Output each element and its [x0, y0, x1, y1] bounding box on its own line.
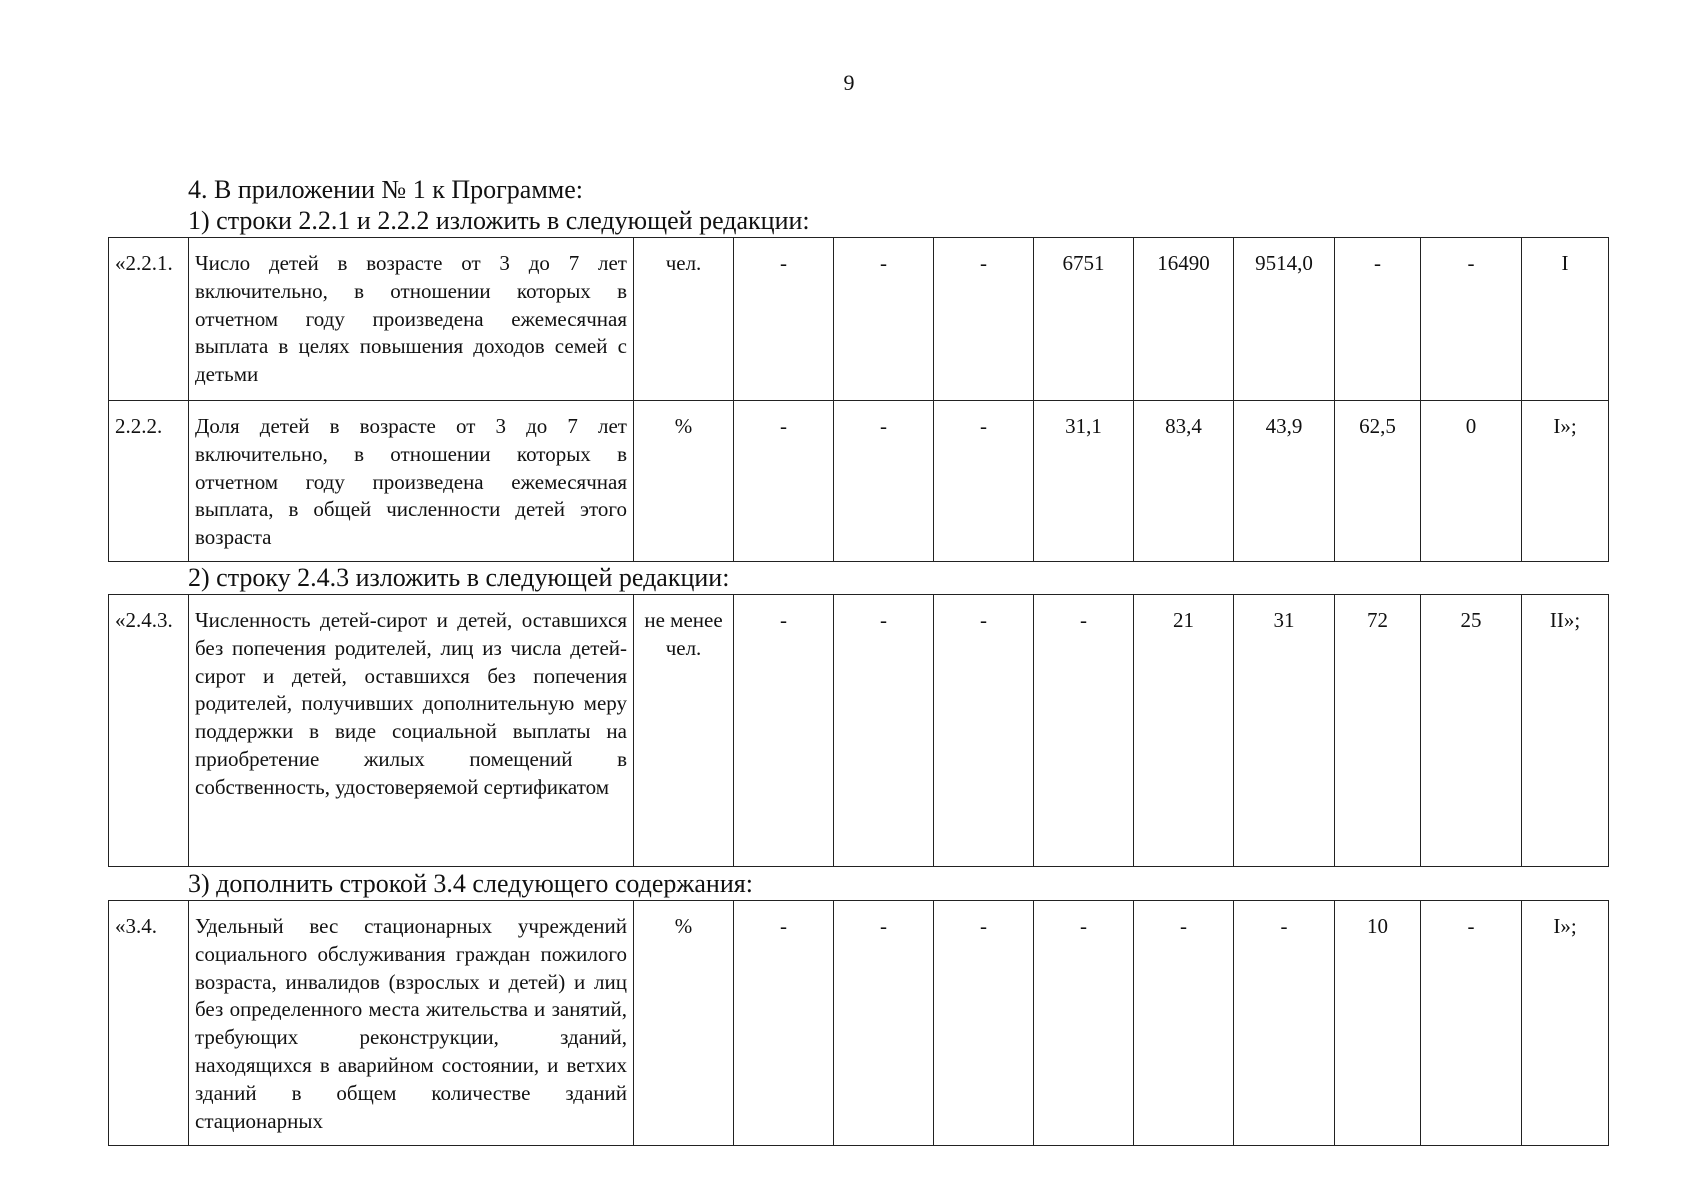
- value-cell: -: [834, 401, 934, 562]
- value-cell: -: [1335, 238, 1421, 401]
- table-row: [109, 401, 1609, 562]
- value-cell: -: [834, 901, 934, 1146]
- unit-cell: не менее чел.: [634, 595, 734, 867]
- indicators-table-2: [108, 594, 1609, 867]
- row-number: «2.4.3.: [109, 595, 189, 867]
- table-row: [109, 595, 1609, 867]
- table-row: [109, 238, 1609, 401]
- value-cell: 43,9: [1234, 401, 1335, 562]
- value-cell: -: [734, 401, 834, 562]
- category-cell: I»;: [1522, 901, 1609, 1146]
- value-cell: -: [1421, 238, 1522, 401]
- value-cell: 9514,0: [1234, 238, 1335, 401]
- category-cell: I»;: [1522, 401, 1609, 562]
- value-cell: 72: [1335, 595, 1421, 867]
- indicators-table-1: [108, 237, 1609, 562]
- value-cell: -: [1034, 595, 1134, 867]
- indicator-description: Удельный вес стационарных учреждений социального обслуживания граждан пожилого возраста, инвалидов (взрослых и детей) и лиц без определенного места жительства и занятий, требующих реконструкции, зданий, находящихся в аварийном состоянии, и ветхих зданий в общем количестве зданий стационарных: [189, 901, 634, 1146]
- value-cell: 6751: [1034, 238, 1134, 401]
- value-cell: -: [834, 595, 934, 867]
- category-cell: I: [1522, 238, 1609, 401]
- row-number: «2.2.1.: [109, 238, 189, 401]
- indicator-description: Доля детей в возрасте от 3 до 7 лет включительно, в отношении которых в отчетном году произведена ежемесячная выплата, в общей численности детей этого возраста: [189, 401, 634, 562]
- value-cell: 21: [1134, 595, 1234, 867]
- value-cell: -: [934, 238, 1034, 401]
- value-cell: -: [934, 901, 1034, 1146]
- value-cell: -: [934, 401, 1034, 562]
- indicator-description: Число детей в возрасте от 3 до 7 лет включительно, в отношении которых в отчетном году произведена ежемесячная выплата в целях повышения доходов семей с детьми: [189, 238, 634, 401]
- category-cell: II»;: [1522, 595, 1609, 867]
- value-cell: -: [734, 901, 834, 1146]
- value-cell: 83,4: [1134, 401, 1234, 562]
- unit-cell: %: [634, 401, 734, 562]
- subsection-heading-3: 3) дополнить строкой 3.4 следующего содержания:: [188, 869, 753, 898]
- row-number: 2.2.2.: [109, 401, 189, 562]
- table-row: [109, 901, 1609, 1146]
- value-cell: 25: [1421, 595, 1522, 867]
- value-cell: 0: [1421, 401, 1522, 562]
- unit-cell: чел.: [634, 238, 734, 401]
- indicator-description: Численность детей-сирот и детей, оставшихся без попечения родителей, лиц из числа детей-сирот и детей, оставшихся без попечения родителей, получивших дополнительную меру поддержки в виде социальной выплаты на приобретение жилых помещений в собственность, удостоверяемой сертификатом: [189, 595, 634, 867]
- value-cell: 31,1: [1034, 401, 1134, 562]
- value-cell: -: [1234, 901, 1335, 1146]
- value-cell: -: [1134, 901, 1234, 1146]
- page-number: 9: [843, 70, 855, 95]
- value-cell: -: [734, 238, 834, 401]
- value-cell: 62,5: [1335, 401, 1421, 562]
- row-number: «3.4.: [109, 901, 189, 1146]
- value-cell: -: [934, 595, 1034, 867]
- unit-cell: %: [634, 901, 734, 1146]
- value-cell: 10: [1335, 901, 1421, 1146]
- value-cell: -: [1034, 901, 1134, 1146]
- value-cell: -: [1421, 901, 1522, 1146]
- indicators-table-3: [108, 900, 1609, 1146]
- value-cell: -: [734, 595, 834, 867]
- value-cell: 31: [1234, 595, 1335, 867]
- section-heading: 4. В приложении № 1 к Программе:: [188, 175, 583, 204]
- value-cell: -: [834, 238, 934, 401]
- subsection-heading-1: 1) строки 2.2.1 и 2.2.2 изложить в следующей редакции:: [188, 206, 810, 235]
- subsection-heading-2: 2) строку 2.4.3 изложить в следующей редакции:: [188, 563, 730, 592]
- value-cell: 16490: [1134, 238, 1234, 401]
